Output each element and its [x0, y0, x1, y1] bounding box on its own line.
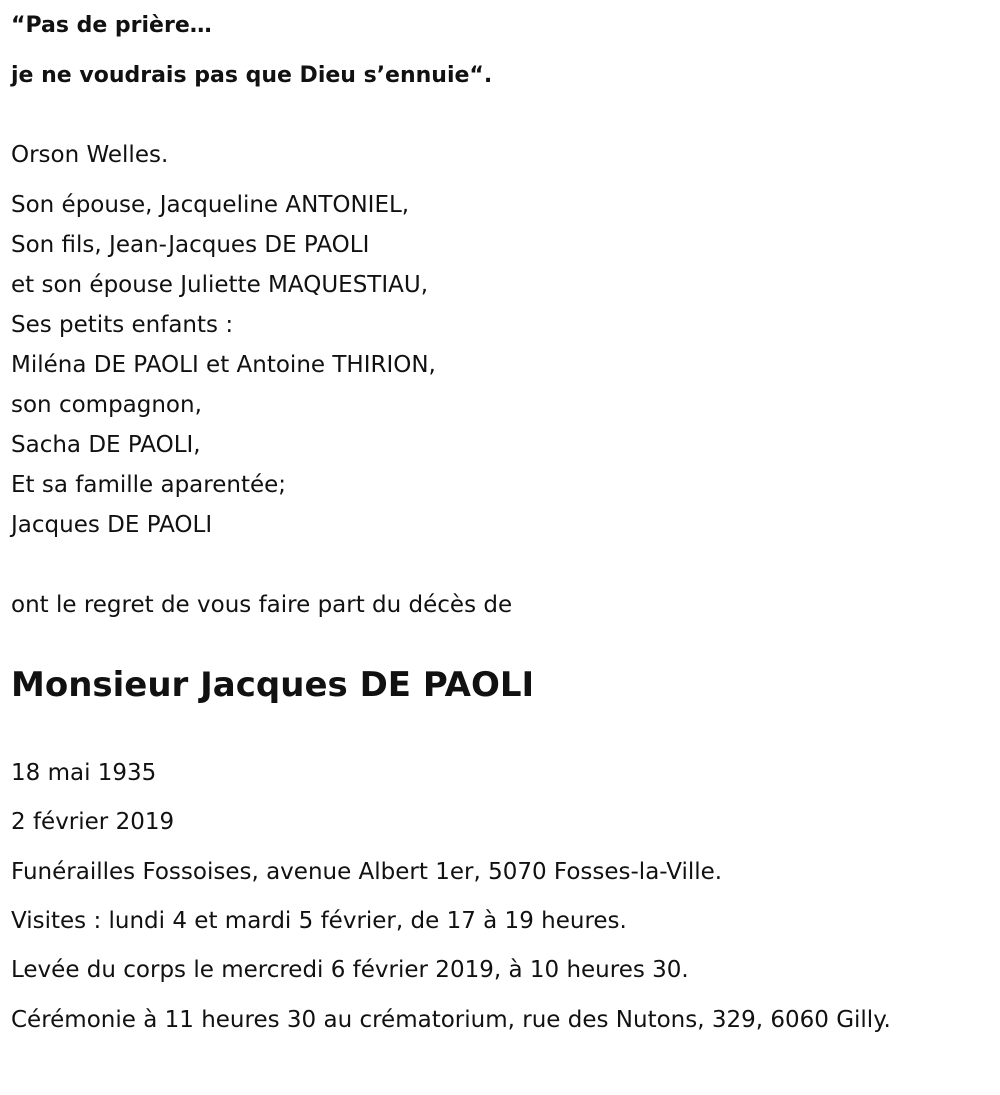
family-line: Jacques DE PAOLI: [11, 512, 213, 538]
visits-info: Visites : lundi 4 et mardi 5 février, de 17 à 19 heures.: [11, 908, 627, 934]
family-line: Et sa famille aparentée;: [11, 472, 287, 498]
funeral-home: Funérailles Fossoises, avenue Albert 1er, 5070 Fosses-la-Ville.: [11, 859, 723, 885]
quote-line-1: “Pas de prière…: [11, 13, 212, 38]
deceased-name: Monsieur Jacques DE PAOLI: [11, 665, 535, 705]
family-line: Son fils, Jean-Jacques DE PAOLI: [11, 232, 370, 258]
family-line: son compagnon,: [11, 392, 202, 418]
birth-date: 18 mai 1935: [11, 760, 157, 786]
quote-line-2: je ne voudrais pas que Dieu s’ennuie“.: [11, 63, 493, 88]
lifting-info: Levée du corps le mercredi 6 février 2019, à 10 heures 30.: [11, 957, 689, 983]
ceremony-info: Cérémonie à 11 heures 30 au crématorium, rue des Nutons, 329, 6060 Gilly.: [11, 1007, 891, 1033]
family-line: Miléna DE PAOLI et Antoine THIRION,: [11, 352, 436, 378]
family-line: Sacha DE PAOLI,: [11, 432, 201, 458]
quote-author: Orson Welles.: [11, 142, 169, 168]
death-date: 2 février 2019: [11, 809, 175, 835]
announcement: ont le regret de vous faire part du décès de: [11, 592, 513, 618]
family-line: et son épouse Juliette MAQUESTIAU,: [11, 272, 429, 298]
family-line: Son épouse, Jacqueline ANTONIEL,: [11, 192, 410, 218]
family-line: Ses petits enfants :: [11, 312, 234, 338]
